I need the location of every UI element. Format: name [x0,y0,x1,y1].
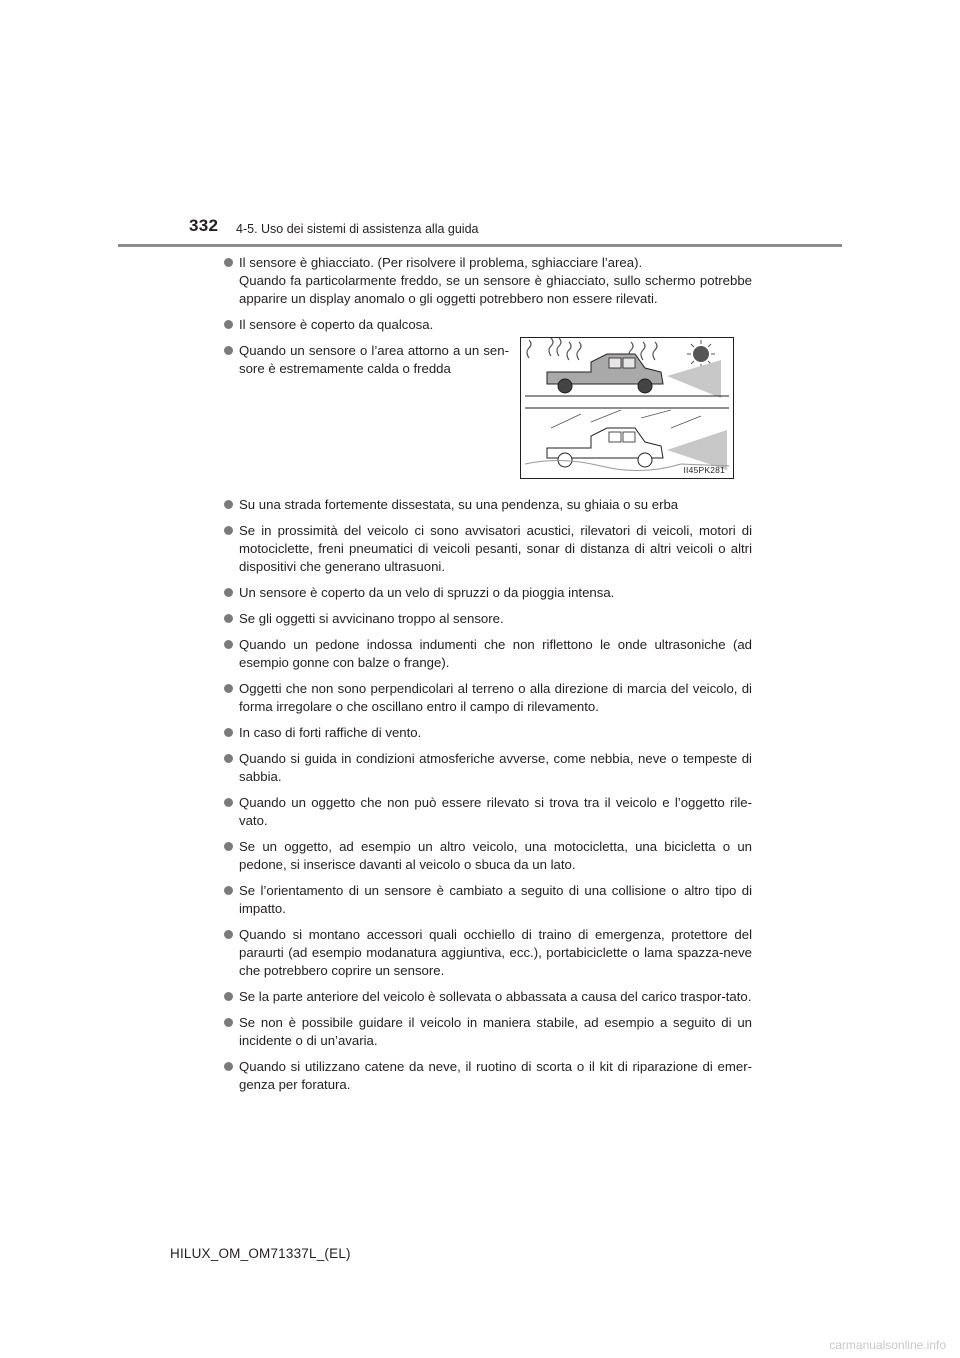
list-item [224,838,752,874]
bullet-icon [224,842,233,851]
bullet-icon [224,320,233,329]
item-text: Se in prossimità del veicolo ci sono avvisatori acustici, rilevatori di veicoli, motori di motociclette, freni pneumatici di veicoli pesanti, sonar di distanza di altri veicoli o altri dispositivi che generano ultrasuoni. [239,523,752,574]
bullet-icon [224,728,233,737]
bullet-icon [224,500,233,509]
bullet-icon [224,930,233,939]
item-text: Quando un sensore o l’area attorno a un sen-sore è estremamente calda o fredda [239,343,509,376]
item-text: Quando un oggetto che non può essere rilevato si trova tra il veicolo e l’oggetto rile-vato. [239,795,752,828]
figure-code: II45PK281 [683,465,725,475]
list-item [224,1014,752,1050]
bullet-icon [224,258,233,267]
bullet-icon [224,640,233,649]
list-item [224,724,752,742]
bullet-icon [224,798,233,807]
header-divider [118,244,842,247]
item-text: Se non è possibile guidare il veicolo in maniera stabile, ad esempio a seguito di un incidente o di un’avaria. [239,1015,752,1048]
list-item [224,254,752,308]
item-text: Il sensore è coperto da qualcosa. [239,317,434,332]
item-text: Quando un pedone indossa indumenti che non riflettono le onde ultrasoniche (ad esempio gonne con balze o frange). [239,637,752,670]
truck-illustration [520,337,734,479]
section-title: 4-5. Uso dei sistemi di assistenza alla guida [236,222,479,236]
list-item [224,926,752,980]
list-item [224,680,752,716]
list-item [224,584,752,602]
item-text: Un sensore è coperto da un velo di spruzzi o da pioggia intensa. [239,585,615,600]
list-item [224,316,752,334]
item-text: Oggetti che non sono perpendicolari al terreno o alla direzione di marcia del veicolo, di forma irregolare o che oscillano entro il campo di rilevamento. [239,681,752,714]
bullet-list [224,254,752,1102]
page-number: 332 [189,216,219,235]
list-item [224,882,752,918]
list-item [224,636,752,672]
bullet-icon [224,614,233,623]
truck-hot-cold-icon [521,338,733,478]
bullet-icon [224,992,233,1001]
bullet-icon [224,886,233,895]
item-text: Quando si guida in condizioni atmosferiche avverse, come nebbia, neve o tempeste di sabbia. [239,751,752,784]
list-item [224,1058,752,1094]
item-text: Quando si utilizzano catene da neve, il ruotino di scorta o il kit di riparazione di emer-genza per foratura. [239,1059,752,1092]
bullet-icon [224,684,233,693]
list-item [224,794,752,830]
item-text: Se un oggetto, ad esempio un altro veicolo, una motocicletta, una bicicletta o un pedone, si inserisce davanti al veicolo o sbuca da un lato. [239,839,752,872]
list-item-with-figure [224,342,752,488]
bullet-icon [224,754,233,763]
list-item [224,610,752,628]
item-text: Il sensore è ghiacciato. (Per risolvere il problema, sghiacciare l’area). Quando fa particolarmente freddo, se un sensore è ghiacciato, sullo schermo potrebbe apparire un display anomalo o gli oggetti potrebbero non essere rilevati. [239,255,752,306]
bullet-icon [224,1062,233,1071]
watermark: carmanualsonline.info [829,1338,946,1352]
document-code: HILUX_OM_OM71337L_(EL) [170,1246,351,1261]
list-item [224,342,509,378]
item-text: In caso di forti raffiche di vento. [239,725,422,740]
list-item [224,522,752,576]
item-text: Se la parte anteriore del veicolo è sollevata o abbassata a causa del carico traspor-tato. [239,989,752,1004]
page-header [0,0,960,250]
item-text: Se gli oggetti si avvicinano troppo al sensore. [239,611,504,626]
bullet-icon [224,1018,233,1027]
bullet-icon [224,526,233,535]
list-item [224,496,752,514]
item-text: Se l’orientamento di un sensore è cambiato a seguito di una collisione o altro tipo di impatto. [239,883,752,916]
list-item [224,988,752,1006]
bullet-icon [224,346,233,355]
list-item [224,750,752,786]
bullet-icon [224,588,233,597]
item-text: Quando si montano accessori quali occhiello di traino di emergenza, protettore del paraurti (ad esempio modanatura aggiuntiva, ecc.), portabiciclette o lama spazza-neve che potrebbero coprire un sensore. [239,927,752,978]
item-text: Su una strada fortemente dissestata, su una pendenza, su ghiaia o su erba [239,497,679,512]
